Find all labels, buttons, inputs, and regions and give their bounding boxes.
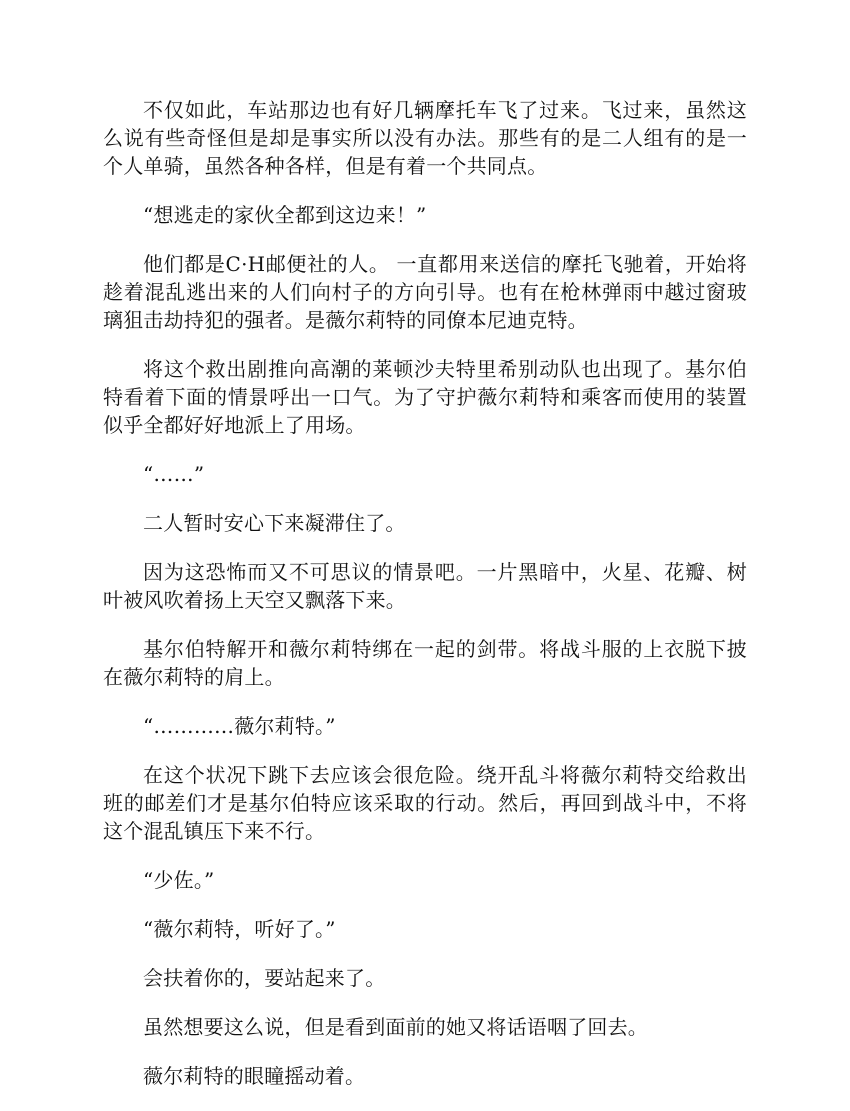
paragraph: 在这个状况下跳下去应该会很危险。绕开乱斗将薇尔莉特交给救出班的邮差们才是基尔伯特应该采取的行动。然后，再回到战斗中，不将这个混乱镇压下来不行。 (103, 763, 747, 843)
paragraph: 不仅如此，车站那边也有好几辆摩托车飞了过来。飞过来，虽然这么说有些奇怪但是却是事实所以没有办法。那些有的是二人组有的是一个人单骑，虽然各种各样，但是有着一个共同点。 (103, 98, 747, 178)
paragraph: 薇尔莉特的眼瞳摇动着。 (143, 1064, 366, 1088)
paragraph: “薇尔莉特，听好了。” (143, 917, 336, 941)
paragraph: “……” (143, 462, 205, 486)
body-text (103, 96, 747, 1111)
paragraph: “…………薇尔莉特。” (143, 714, 336, 738)
paragraph: 他们都是C·H邮便社的人。 一直都用来送信的摩托飞驰着，开始将趁着混乱逃出来的人们向村子的方向引导。也有在枪林弹雨中越过窗玻璃狙击劫持犯的强者。是薇尔莉特的同僚本尼迪克特。 (103, 252, 747, 332)
paragraph: 基尔伯特解开和薇尔莉特绑在一起的剑带。将战斗服的上衣脱下披在薇尔莉特的肩上。 (103, 637, 747, 689)
paragraph: 虽然想要这么说，但是看到面前的她又将话语咽了回去。 (143, 1015, 648, 1039)
paragraph: 将这个救出剧推向高潮的莱顿沙夫特里希别动队也出现了。基尔伯特看着下面的情景呼出一口气。为了守护薇尔莉特和乘客而使用的装置似乎全都好好地派上了用场。 (103, 357, 747, 437)
paragraph: 会扶着你的，要站起来了。 (143, 966, 386, 990)
paragraph: “想逃走的家伙全都到这边来！” (143, 203, 427, 227)
paragraph: 二人暂时安心下来凝滞住了。 (143, 511, 406, 535)
paragraph: 因为这恐怖而又不可思议的情景吧。一片黑暗中，火星、花瓣、树叶被风吹着扬上天空又飘落下来。 (103, 560, 747, 612)
paragraph: “少佐。” (143, 868, 215, 892)
